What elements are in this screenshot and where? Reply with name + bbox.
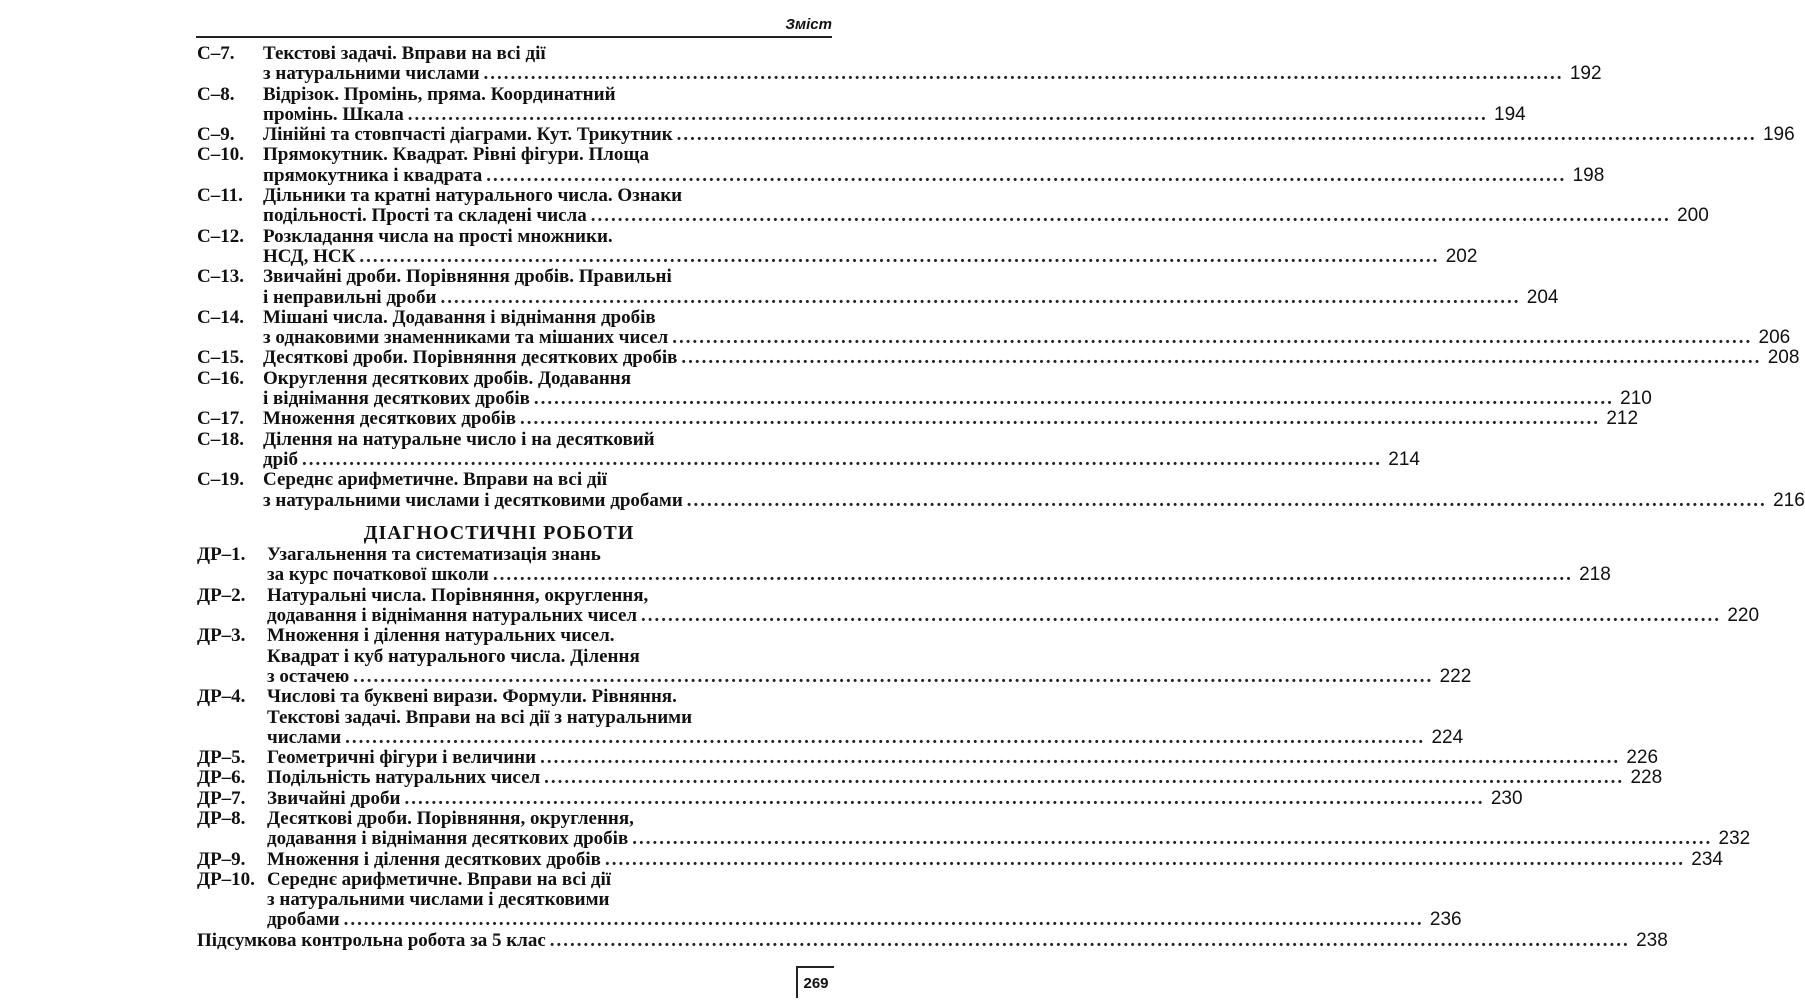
dot-leader bbox=[353, 667, 1433, 687]
toc-entry-line: Округлення десяткових дробів. Додавання bbox=[263, 367, 632, 389]
toc-entry-line: НСД, НСК bbox=[263, 245, 356, 267]
toc-entry[interactable] bbox=[197, 306, 1791, 349]
toc-entry-code: ДР–7. bbox=[197, 787, 246, 809]
toc-entry-line: Десяткові дроби. Порівняння десяткових дробів bbox=[263, 347, 678, 369]
toc-page-number: 234 bbox=[1691, 848, 1723, 870]
toc-entry-code: ДР–10. bbox=[197, 868, 255, 890]
toc-page-number: 206 bbox=[1758, 327, 1791, 349]
toc-entry-body bbox=[263, 44, 1602, 85]
toc-last-line bbox=[263, 206, 1709, 226]
toc-page-number: 218 bbox=[1579, 564, 1611, 586]
header-rule bbox=[196, 36, 832, 38]
toc-page-number: 200 bbox=[1677, 205, 1709, 227]
toc-entry[interactable] bbox=[197, 686, 1464, 748]
toc-entry-body bbox=[267, 870, 1462, 931]
dot-leader bbox=[672, 328, 1752, 348]
toc-entry-code: С–17. bbox=[197, 408, 244, 430]
toc-entry-line: Мішані числа. Додавання і віднімання дробів bbox=[263, 306, 656, 328]
table-of-contents bbox=[197, 43, 1805, 951]
toc-entry[interactable] bbox=[197, 144, 1605, 186]
dot-leader bbox=[681, 348, 1761, 368]
toc-last-line bbox=[263, 328, 1790, 348]
toc-entry-body bbox=[263, 125, 1795, 145]
toc-entry-body bbox=[263, 227, 1477, 268]
toc-last-line bbox=[263, 247, 1477, 267]
toc-entry-code: ДР–4. bbox=[197, 686, 246, 708]
toc-entry-code: С–13. bbox=[197, 266, 244, 288]
toc-last-line bbox=[267, 606, 1759, 626]
toc-entry-line: з однаковими знаменниками та мішаних чисел bbox=[263, 327, 669, 349]
toc-entry-line: Множення і ділення натуральних чисел. bbox=[267, 625, 615, 647]
toc-entry-code: ДР–1. bbox=[197, 544, 246, 566]
toc-page-number: 228 bbox=[1630, 767, 1663, 789]
toc-entry-body bbox=[267, 626, 1471, 687]
dot-leader bbox=[677, 125, 1757, 145]
toc-entry-line: Звичайні дроби. Порівняння дробів. Правильні bbox=[263, 266, 672, 288]
toc-entry-line: Квадрат і куб натурального числа. Ділення bbox=[267, 645, 640, 667]
toc-entry-code: С–7. bbox=[197, 43, 235, 64]
toc-entry[interactable] bbox=[197, 428, 1420, 471]
toc-last-line bbox=[267, 789, 1523, 809]
dot-leader bbox=[408, 105, 1488, 125]
toc-entry-body bbox=[263, 409, 1638, 429]
toc-entry-body bbox=[267, 586, 1759, 627]
toc-entry-body bbox=[267, 809, 1750, 850]
toc-last-line bbox=[267, 565, 1611, 585]
toc-entry-body bbox=[263, 186, 1709, 227]
toc-entry-line: Текстові задачі. Вправи на всі дії bbox=[263, 43, 546, 64]
toc-entry-body bbox=[197, 931, 1668, 951]
toc-entry-code: С–9. bbox=[197, 124, 235, 146]
toc-page-number: 212 bbox=[1606, 408, 1639, 430]
toc-page-number: 220 bbox=[1727, 605, 1760, 627]
toc-last-line bbox=[263, 288, 1558, 308]
toc-last-line bbox=[267, 768, 1662, 788]
toc-entry-code: ДР–5. bbox=[197, 747, 246, 769]
toc-last-line bbox=[267, 728, 1463, 748]
toc-entry-code: С–14. bbox=[197, 306, 244, 328]
toc-page-number: 230 bbox=[1490, 787, 1523, 809]
toc-entry-body bbox=[267, 850, 1723, 870]
toc-entry-code: С–15. bbox=[197, 347, 244, 369]
toc-entry-line: Множення десяткових дробів bbox=[263, 408, 517, 430]
toc-entry-line: Множення і ділення десяткових дробів bbox=[267, 848, 601, 870]
toc-page-number: 194 bbox=[1494, 103, 1526, 125]
toc-entry-line: додавання і віднімання натуральних чисел bbox=[267, 605, 638, 627]
toc-entry-line: числами bbox=[267, 726, 342, 748]
toc-entry[interactable] bbox=[197, 625, 1472, 687]
toc-page-number: 232 bbox=[1718, 828, 1751, 850]
toc-page-number: 196 bbox=[1762, 124, 1795, 146]
toc-entry[interactable] bbox=[197, 584, 1760, 627]
toc-entry-body bbox=[263, 145, 1604, 186]
dot-leader bbox=[520, 409, 1600, 429]
toc-last-line bbox=[263, 450, 1420, 470]
toc-page-number: 208 bbox=[1767, 347, 1800, 369]
toc-last-line bbox=[267, 829, 1750, 849]
toc-last-line bbox=[263, 491, 1805, 511]
dot-leader bbox=[605, 850, 1685, 870]
toc-entry-line: дріб bbox=[263, 448, 298, 470]
toc-entry-line: Ділення на натуральне число і на десятковий bbox=[263, 428, 655, 450]
toc-entry-code: С–11. bbox=[197, 185, 243, 207]
toc-entry-line: Десяткові дроби. Порівняння, округлення, bbox=[267, 807, 634, 829]
toc-list-s bbox=[197, 43, 1805, 511]
toc-entry-line: промінь. Шкала bbox=[263, 103, 404, 125]
toc-entry-line: Дільники та кратні натурального числа. Ознаки bbox=[263, 185, 683, 207]
toc-entry[interactable] bbox=[197, 43, 1602, 85]
toc-entry[interactable] bbox=[197, 469, 1805, 511]
toc-entry-body bbox=[263, 369, 1652, 410]
toc-page-number: 204 bbox=[1526, 286, 1559, 308]
toc-entry-line: Відрізок. Промінь, пряма. Координатний bbox=[263, 83, 616, 105]
toc-page-number: 214 bbox=[1388, 448, 1420, 470]
toc-entry-body bbox=[267, 545, 1611, 586]
toc-entry-code: ДР–2. bbox=[197, 584, 246, 606]
toc-entry-line: прямокутника і квадрата bbox=[263, 164, 483, 186]
toc-entry-line: Подільність натуральних чисел bbox=[267, 767, 541, 789]
toc-page-number: 238 bbox=[1636, 929, 1668, 951]
toc-entry-line: і віднімання десяткових дробів bbox=[263, 388, 530, 410]
toc-entry-line: з натуральними числами і десятковими дробами bbox=[263, 489, 683, 511]
toc-entry[interactable] bbox=[197, 848, 1723, 870]
header-title: Зміст bbox=[785, 16, 832, 33]
toc-last-line bbox=[263, 64, 1602, 84]
toc-entry[interactable] bbox=[197, 807, 1751, 850]
toc-entry-body bbox=[263, 85, 1526, 126]
toc-entry-line: Розкладання числа на прості множники. bbox=[263, 225, 613, 247]
toc-page-number: 198 bbox=[1572, 164, 1605, 186]
toc-entry-body bbox=[267, 748, 1658, 768]
dot-leader bbox=[345, 728, 1425, 748]
toc-entry-line: Лінійні та стовпчасті діаграми. Кут. Трикутник bbox=[263, 124, 673, 146]
section-title: ДІАГНОСТИЧНІ РОБОТИ bbox=[363, 521, 635, 544]
toc-entry-line: дробами bbox=[267, 909, 340, 931]
toc-entry[interactable] bbox=[197, 266, 1559, 308]
toc-entry-line: подільності. Прості та складені числа bbox=[263, 205, 587, 227]
toc-last-line bbox=[263, 166, 1604, 186]
toc-entry-line: Середнє арифметичне. Вправи на всі дії bbox=[267, 868, 612, 890]
toc-entry-body bbox=[263, 267, 1558, 308]
toc-last-line bbox=[197, 931, 1668, 951]
page-number: 269 bbox=[796, 966, 834, 998]
toc-entry[interactable] bbox=[197, 225, 1478, 268]
toc-entry-line: додавання і віднімання десяткових дробів bbox=[267, 828, 629, 850]
dot-leader bbox=[550, 931, 1630, 951]
toc-entry[interactable] bbox=[197, 124, 1795, 146]
toc-entry[interactable] bbox=[197, 747, 1659, 769]
toc-entry-body bbox=[263, 348, 1799, 368]
toc-entry[interactable] bbox=[197, 347, 1800, 369]
dot-leader bbox=[440, 288, 1520, 308]
dot-leader bbox=[591, 206, 1671, 226]
toc-entry-line: Узагальнення та систематизація знань bbox=[267, 544, 601, 566]
toc-entry-code: С–10. bbox=[197, 144, 244, 166]
toc-entry-code: ДР–6. bbox=[197, 767, 246, 789]
toc-page-number: 216 bbox=[1773, 489, 1805, 511]
toc-last-line bbox=[263, 389, 1652, 409]
dot-leader bbox=[540, 748, 1620, 768]
toc-entry-line: з остачею bbox=[267, 665, 350, 687]
dot-leader bbox=[544, 768, 1624, 788]
toc-entry-title: Підсумкова контрольна робота за 5 клас bbox=[197, 929, 546, 951]
toc-entry-code: ДР–9. bbox=[197, 848, 246, 870]
toc-entry-body bbox=[267, 687, 1463, 748]
toc-entry[interactable] bbox=[197, 83, 1526, 126]
toc-page-number: 210 bbox=[1620, 388, 1652, 410]
dot-leader bbox=[486, 166, 1566, 186]
dot-leader bbox=[484, 64, 1564, 84]
toc-entry-code: С–16. bbox=[197, 367, 244, 389]
toc-entry-body bbox=[263, 470, 1805, 511]
toc-entry-line: за курс початкової школи bbox=[267, 564, 489, 586]
dot-leader bbox=[534, 389, 1614, 409]
toc-entry[interactable] bbox=[197, 868, 1462, 931]
toc-entry-body bbox=[263, 308, 1790, 349]
toc-entry-code: С–8. bbox=[197, 83, 235, 105]
dot-leader bbox=[302, 450, 1382, 470]
toc-last-line bbox=[267, 910, 1462, 930]
toc-entry-line: і неправильні дроби bbox=[263, 286, 437, 308]
toc-last-line bbox=[267, 748, 1658, 768]
dot-leader bbox=[405, 789, 1485, 809]
toc-entry-code: ДР–8. bbox=[197, 807, 246, 829]
dot-leader bbox=[344, 910, 1424, 930]
toc-entry[interactable] bbox=[197, 408, 1639, 430]
toc-last-line bbox=[263, 125, 1795, 145]
toc-entry-line: з натуральними числами bbox=[263, 63, 480, 85]
dot-leader bbox=[687, 491, 1767, 511]
toc-last-line bbox=[267, 667, 1471, 687]
toc-page-number: 192 bbox=[1569, 63, 1602, 85]
toc-entry[interactable] bbox=[197, 787, 1523, 809]
toc-entry-code: С–12. bbox=[197, 225, 244, 247]
toc-page-number: 222 bbox=[1439, 665, 1472, 687]
toc-entry-code: С–18. bbox=[197, 428, 244, 450]
toc-entry[interactable] bbox=[197, 185, 1709, 227]
toc-entry-line: Натуральні числа. Порівняння, округлення, bbox=[267, 584, 649, 606]
toc-entry-line: Прямокутник. Квадрат. Рівні фігури. Площа bbox=[263, 144, 649, 166]
toc-page-number: 224 bbox=[1431, 726, 1464, 748]
toc-entry[interactable] bbox=[197, 767, 1663, 789]
toc-entry-final[interactable] bbox=[197, 929, 1668, 951]
dot-leader bbox=[641, 606, 1721, 626]
toc-entry-line: Геометричні фігури і величини bbox=[267, 747, 537, 769]
toc-entry-body bbox=[263, 430, 1420, 471]
toc-entry-body bbox=[267, 789, 1523, 809]
toc-entry-line: Текстові задачі. Вправи на всі дії з натуральними bbox=[267, 706, 693, 728]
toc-page-number: 202 bbox=[1445, 245, 1478, 267]
toc-entry[interactable] bbox=[197, 544, 1611, 586]
toc-entry-line: Числові та буквені вирази. Формули. Рівняння. bbox=[267, 686, 677, 708]
toc-last-line bbox=[263, 348, 1799, 368]
toc-page-number: 226 bbox=[1626, 747, 1659, 769]
toc-last-line bbox=[267, 850, 1723, 870]
toc-last-line bbox=[263, 105, 1526, 125]
toc-entry[interactable] bbox=[197, 367, 1652, 410]
toc-entry-code: С–19. bbox=[197, 469, 244, 491]
toc-entry-line: Звичайні дроби bbox=[267, 787, 401, 809]
dot-leader bbox=[632, 829, 1712, 849]
toc-page-number: 236 bbox=[1429, 909, 1462, 931]
dot-leader bbox=[493, 565, 1573, 585]
toc-entry-line: з натуральними числами і десятковими bbox=[267, 889, 610, 911]
toc-list-dr bbox=[197, 544, 1760, 931]
toc-entry-code: ДР–3. bbox=[197, 625, 246, 647]
toc-entry-body bbox=[267, 768, 1662, 788]
dot-leader bbox=[359, 247, 1439, 267]
toc-entry-line: Середнє арифметичне. Вправи на всі дії bbox=[263, 469, 608, 491]
toc-last-line bbox=[263, 409, 1638, 429]
